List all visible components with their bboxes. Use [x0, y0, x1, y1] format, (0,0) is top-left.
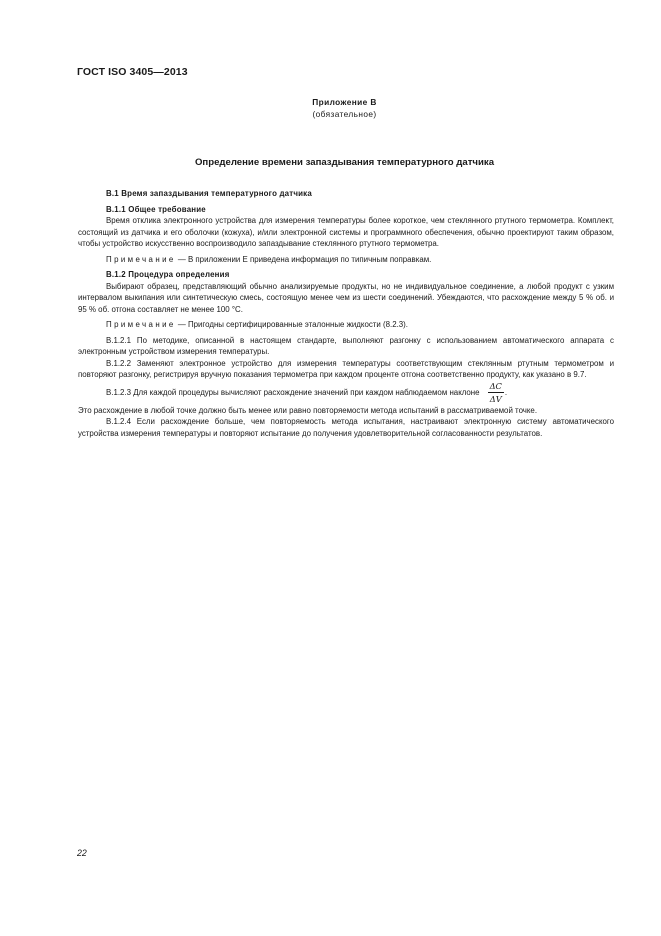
fraction-period: . [504, 387, 508, 397]
note-b11 [78, 254, 614, 266]
note-label: Примечание [106, 320, 176, 329]
paragraph-b12: Выбирают образец, представляющий обычно анализируемые продукты, но не индивидуальное соединение, а любой продукт с узким интервалом выкипания или синтетическую смесь, состоящую менее чем из шести соединений. Убеждаются, что расхождение между 5 % об. и 95 % об. отгона составляет не менее 100 °С. [78, 281, 614, 314]
note-text: — Пригодны сертифицированные эталонные жидкости (8.2.3). [175, 320, 408, 329]
step-b123-text: В.1.2.3 Для каждой процедуры вычисляют расхождение значений при каждом наблюдаемом наклоне [106, 387, 480, 397]
note-label: Примечание [106, 254, 176, 264]
page-number: 22 [77, 848, 87, 858]
step-b123 [78, 381, 614, 405]
section-heading-b11: В.1.1 Общее требование [106, 204, 206, 214]
step-b122: В.1.2.2 Заменяют электронное устройство для измерения температуры соответствующим стеклянным ртутным термометром и повторяют разгонку, регистрируя вручную показания термометра при каждом проценте отгона соответственно продукту, как указано в 9.7. [78, 358, 614, 379]
appendix-status: (обязательное) [312, 109, 377, 119]
paragraph-b11: Время отклика электронного устройства для измерения температуры более короткое, чем стеклянного ртутного термометра. Комплект, состоящий из датчика и его оболочки (кожуха), и/или электронной системы и программного обеспечения, обычно проектируют таким образом, чтобы устройство искусственно воспроизводило запаздывание стеклянного ртутного термометра. [78, 216, 614, 248]
appendix-caption [0, 96, 661, 120]
section-heading-b12: В.1.2 Процедура определения [106, 270, 230, 279]
appendix-title: Приложение В [312, 97, 377, 107]
page-title: Определение времени запаздывания температурного датчика [194, 157, 495, 168]
step-b121: В.1.2.1 По методике, описанной в настоящем стандарте, выполняют разгонку с использованием автоматического аппарата с электронным устройством измерения температуры. [78, 335, 614, 356]
fraction-numerator: ΔC [489, 381, 502, 391]
document-body [78, 188, 614, 439]
standard-header: ГОСТ ISO 3405—2013 [77, 66, 188, 78]
step-b123-continuation: Это расхождение в любой точке должно быть менее или равно повторяемости метода испытаний в рассматриваемой точке. [78, 405, 538, 415]
note-b12 [78, 319, 614, 331]
note-text: — В приложении Е приведена информация по типичным поправкам. [175, 254, 432, 264]
step-b124: В.1.2.4 Если расхождение больше, чем повторяемость метода испытания, настраивают электронную систему автоматического устройства измерения температуры и повторяют испытание до получения удовлетворительной согласованности результатов. [78, 417, 614, 438]
section-heading-b1: В.1 Время запаздывания температурного датчика [106, 189, 312, 198]
slope-fraction [488, 381, 504, 404]
fraction-denominator: ΔV [489, 394, 502, 404]
